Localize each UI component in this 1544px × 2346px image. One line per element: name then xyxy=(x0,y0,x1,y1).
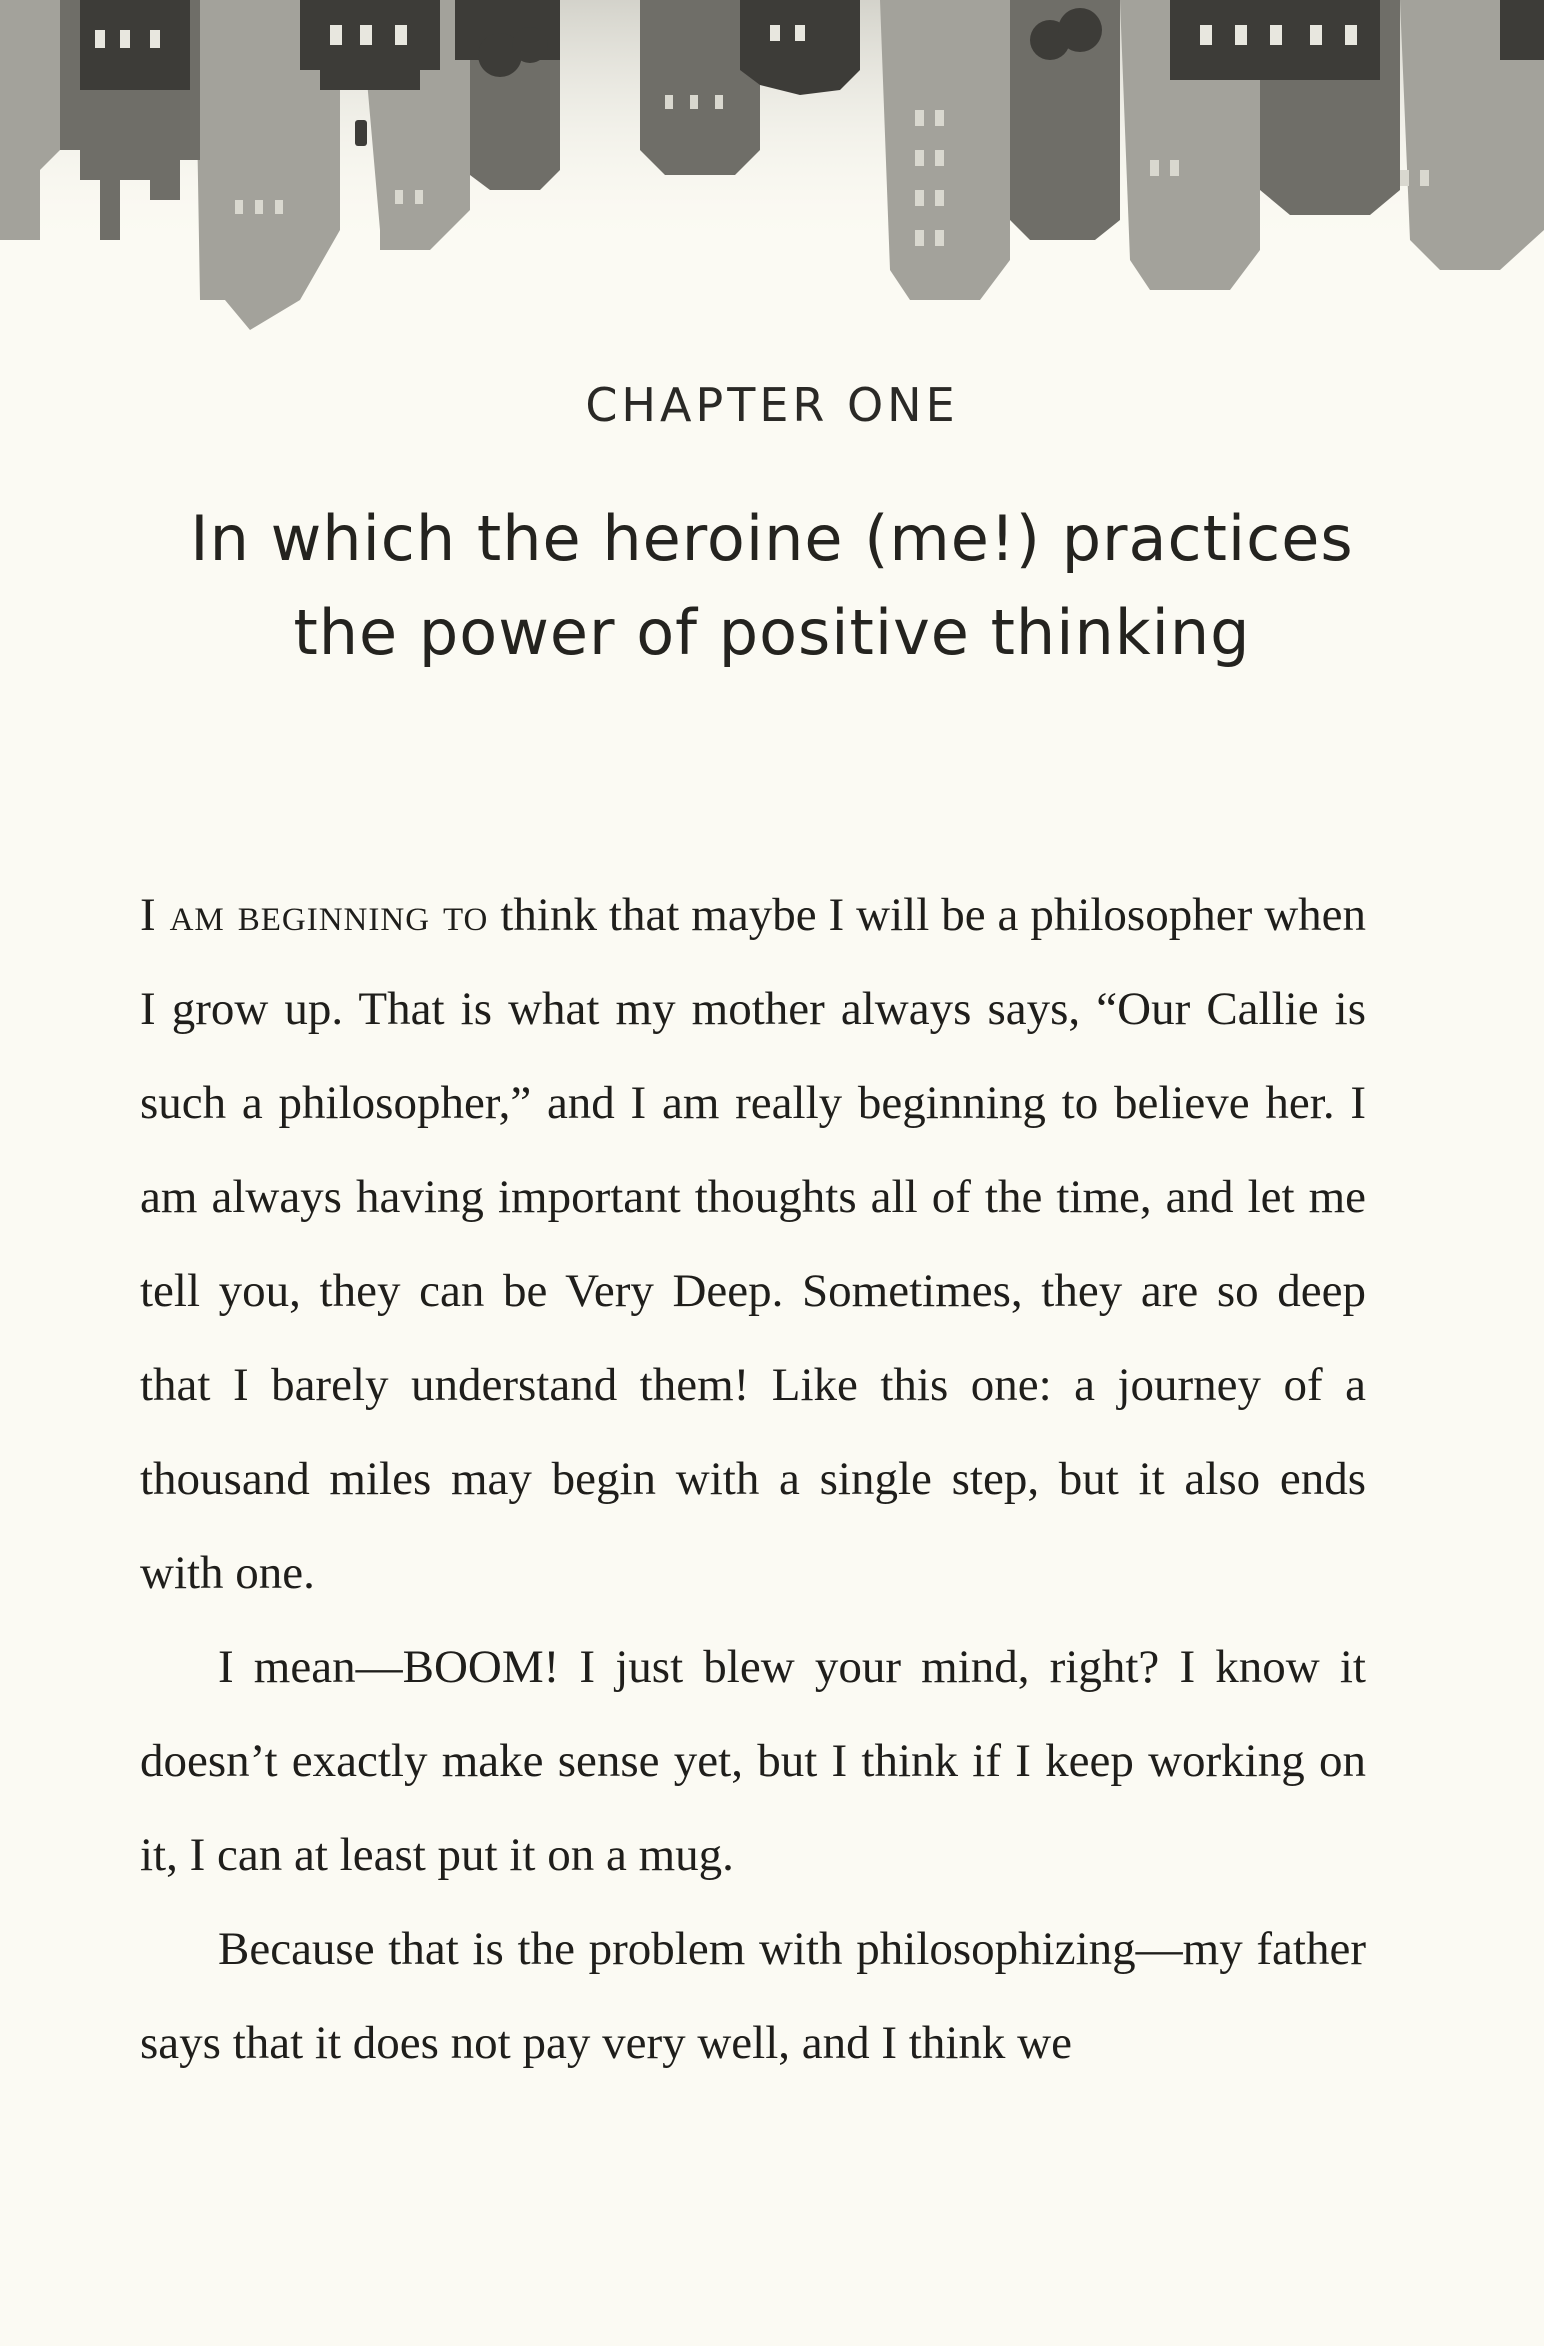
paragraph-2: I mean—BOOM! I just blew your mind, right? I know it doesn’t exactly make sense yet, but I think if I keep working on it, I can at least put it on a mug. xyxy=(140,1641,1366,1881)
upside-down-city-illustration xyxy=(0,0,1544,340)
paragraph-3: Because that is the problem with philosophizing—my father says that it does not pay very well, and I think we xyxy=(140,1923,1366,2069)
chapter-label: CHAPTER ONE xyxy=(585,378,959,432)
paragraph-1 xyxy=(140,868,1366,1620)
chapter-title xyxy=(0,492,1544,680)
paragraph-1-lead: I am beginning to xyxy=(140,889,489,941)
paragraph-1-rest: think that maybe I will be a philosopher when I grow up. That is what my mother always says, “Our Callie is such a philosopher,” and I am really beginning to believe her. I am always having important thoughts all of the time, and let me tell you, they can be Very Deep. Sometimes, they are so deep that I barely understand them! Like this one: a journey of a thousand miles may begin with a single step, but it also ends with one. xyxy=(140,889,1366,1599)
chapter-body xyxy=(140,868,1366,2090)
chapter-title-line-1: In which the heroine (me!) practices xyxy=(190,502,1354,575)
chapter-title-line-2: the power of positive thinking xyxy=(293,596,1251,669)
